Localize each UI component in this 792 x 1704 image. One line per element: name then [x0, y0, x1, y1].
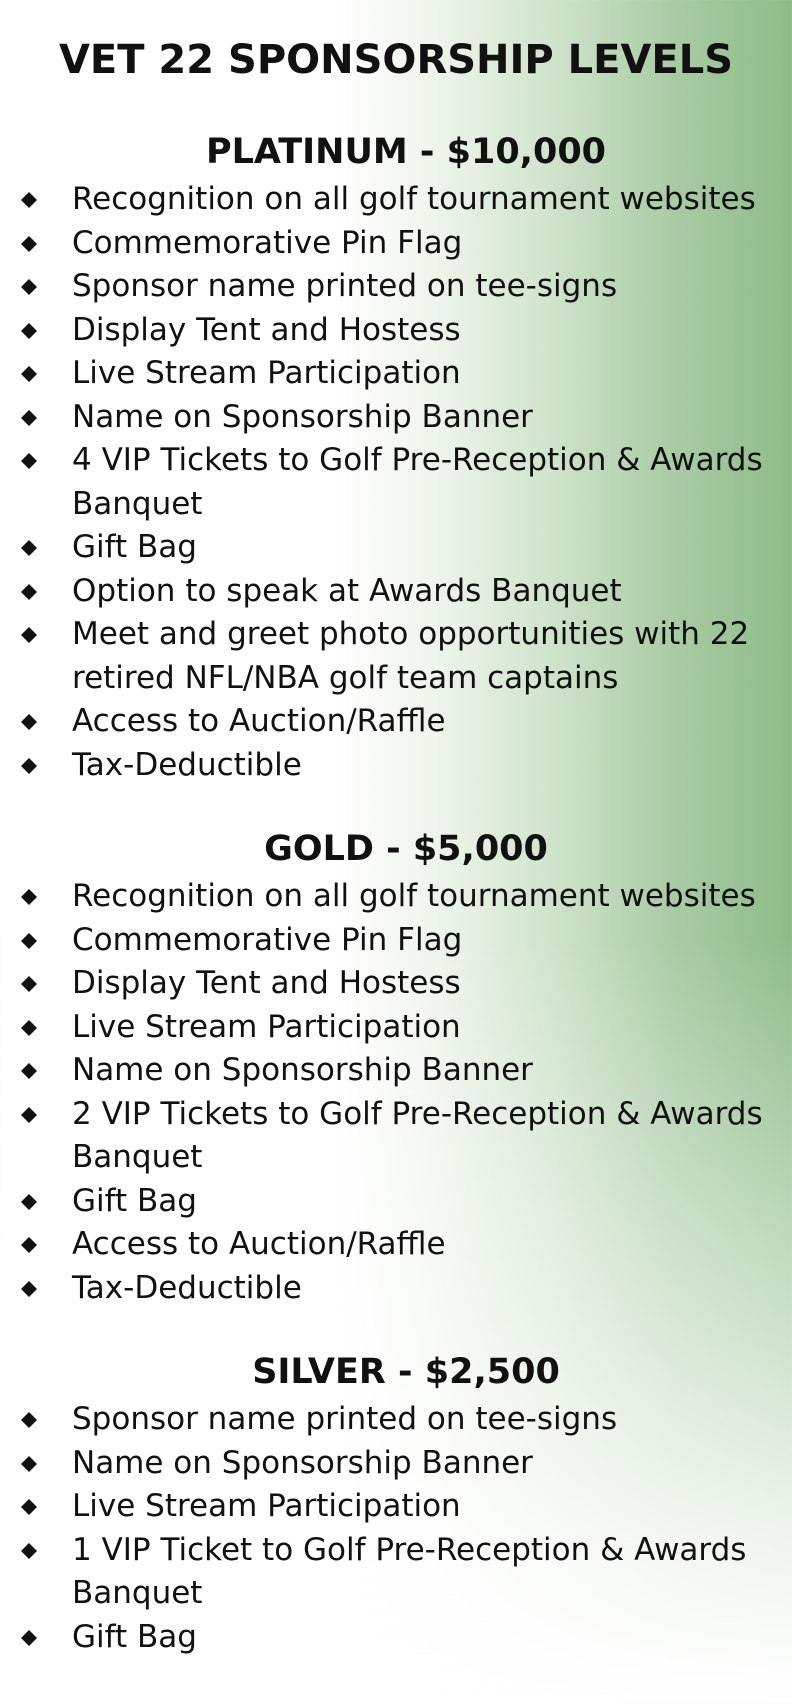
list-item	[0, 1006, 792, 1050]
diamond-bullet-icon	[21, 933, 37, 949]
list-item-text: Gift Bag	[72, 1182, 197, 1219]
list-item-text: Option to speak at Awards Banquet	[72, 572, 622, 609]
list-item	[0, 265, 792, 309]
list-item-text: Recognition on all golf tournament websites	[72, 878, 756, 914]
diamond-bullet-icon	[21, 192, 37, 208]
list-item-text: Commemorative Pin Flag	[72, 921, 463, 958]
list-item	[0, 700, 792, 744]
list-item	[0, 1616, 792, 1660]
list-item-text: Display Tent and Hostess	[72, 311, 461, 348]
list-item	[0, 1049, 792, 1093]
list-item	[0, 570, 792, 614]
list-item-text: Tax-Deductible	[72, 746, 302, 783]
list-item	[0, 439, 792, 526]
list-item	[0, 962, 792, 1006]
platinum-level-heading: PLATINUM - $10,000	[205, 132, 607, 172]
diamond-bullet-icon	[21, 366, 37, 382]
diamond-bullet-icon	[21, 1063, 37, 1079]
list-item	[0, 1093, 792, 1180]
list-item-text: Name on Sponsorship Banner	[72, 1444, 533, 1481]
diamond-bullet-icon	[21, 323, 37, 339]
list-item-text: Sponsor name printed on tee-signs	[72, 268, 618, 304]
list-item	[0, 1529, 792, 1616]
list-item-text: Meet and greet photo opportunities with 22 retired NFL/NBA golf team captains	[72, 616, 750, 696]
diamond-bullet-icon	[21, 410, 37, 426]
list-item-text: Gift Bag	[72, 1618, 197, 1655]
diamond-bullet-icon	[21, 1630, 37, 1646]
diamond-bullet-icon	[21, 1237, 37, 1253]
list-item-text: Live Stream Participation	[72, 355, 461, 391]
diamond-bullet-icon	[21, 584, 37, 600]
list-item-text: 4 VIP Tickets to Golf Pre-Reception & Awards Banquet	[72, 442, 763, 522]
silver-benefits-list	[0, 1398, 792, 1659]
list-item-text: Gift Bag	[72, 529, 197, 565]
list-item	[0, 1442, 792, 1486]
page-title: VET 22 SPONSORSHIP LEVELS	[58, 37, 734, 83]
diamond-bullet-icon	[21, 758, 37, 774]
gold-benefits-list	[0, 875, 792, 1310]
list-item	[0, 178, 792, 222]
list-item-text: Display Tent and Hostess	[72, 965, 461, 1001]
list-item	[0, 1485, 792, 1529]
list-item-text: Commemorative Pin Flag	[72, 224, 463, 261]
list-item-text: 2 VIP Tickets to Golf Pre-Reception & Awards Banquet	[72, 1095, 763, 1175]
list-item	[0, 222, 792, 266]
diamond-bullet-icon	[21, 1412, 37, 1428]
list-item	[0, 396, 792, 440]
list-item-text: Name on Sponsorship Banner	[72, 398, 533, 435]
list-item	[0, 1223, 792, 1267]
diamond-bullet-icon	[21, 1499, 37, 1515]
list-item	[0, 1398, 792, 1442]
diamond-bullet-icon	[21, 976, 37, 992]
list-item	[0, 919, 792, 963]
list-item-text: 1 VIP Ticket to Golf Pre-Reception & Awards Banquet	[72, 1531, 747, 1611]
list-item-text: Live Stream Participation	[72, 1008, 461, 1045]
list-item-text: Access to Auction/Raffle	[72, 703, 446, 739]
list-item	[0, 1267, 792, 1311]
diamond-bullet-icon	[21, 1281, 37, 1297]
diamond-bullet-icon	[21, 889, 37, 905]
diamond-bullet-icon	[21, 279, 37, 295]
diamond-bullet-icon	[21, 453, 37, 469]
gold-level-heading: GOLD - $5,000	[264, 829, 548, 869]
silver-level-heading: SILVER - $2,500	[252, 1352, 560, 1392]
diamond-bullet-icon	[21, 1194, 37, 1210]
list-item	[0, 526, 792, 570]
list-item	[0, 875, 792, 919]
platinum-benefits-list	[0, 178, 792, 787]
list-item	[0, 744, 792, 788]
list-item-text: Recognition on all golf tournament websites	[72, 181, 756, 217]
diamond-bullet-icon	[21, 236, 37, 252]
diamond-bullet-icon	[21, 1543, 37, 1559]
list-item-text: Tax-Deductible	[72, 1269, 302, 1306]
diamond-bullet-icon	[21, 1456, 37, 1472]
list-item-text: Live Stream Participation	[72, 1488, 461, 1524]
diamond-bullet-icon	[21, 540, 37, 556]
list-item	[0, 1180, 792, 1224]
diamond-bullet-icon	[21, 1020, 37, 1036]
list-item	[0, 309, 792, 353]
diamond-bullet-icon	[21, 1107, 37, 1123]
diamond-bullet-icon	[21, 627, 37, 643]
list-item-text: Access to Auction/Raffle	[72, 1226, 446, 1262]
list-item	[0, 613, 792, 700]
diamond-bullet-icon	[21, 714, 37, 730]
list-item	[0, 352, 792, 396]
list-item-text: Sponsor name printed on tee-signs	[72, 1401, 618, 1437]
list-item-text: Name on Sponsorship Banner	[72, 1052, 533, 1088]
